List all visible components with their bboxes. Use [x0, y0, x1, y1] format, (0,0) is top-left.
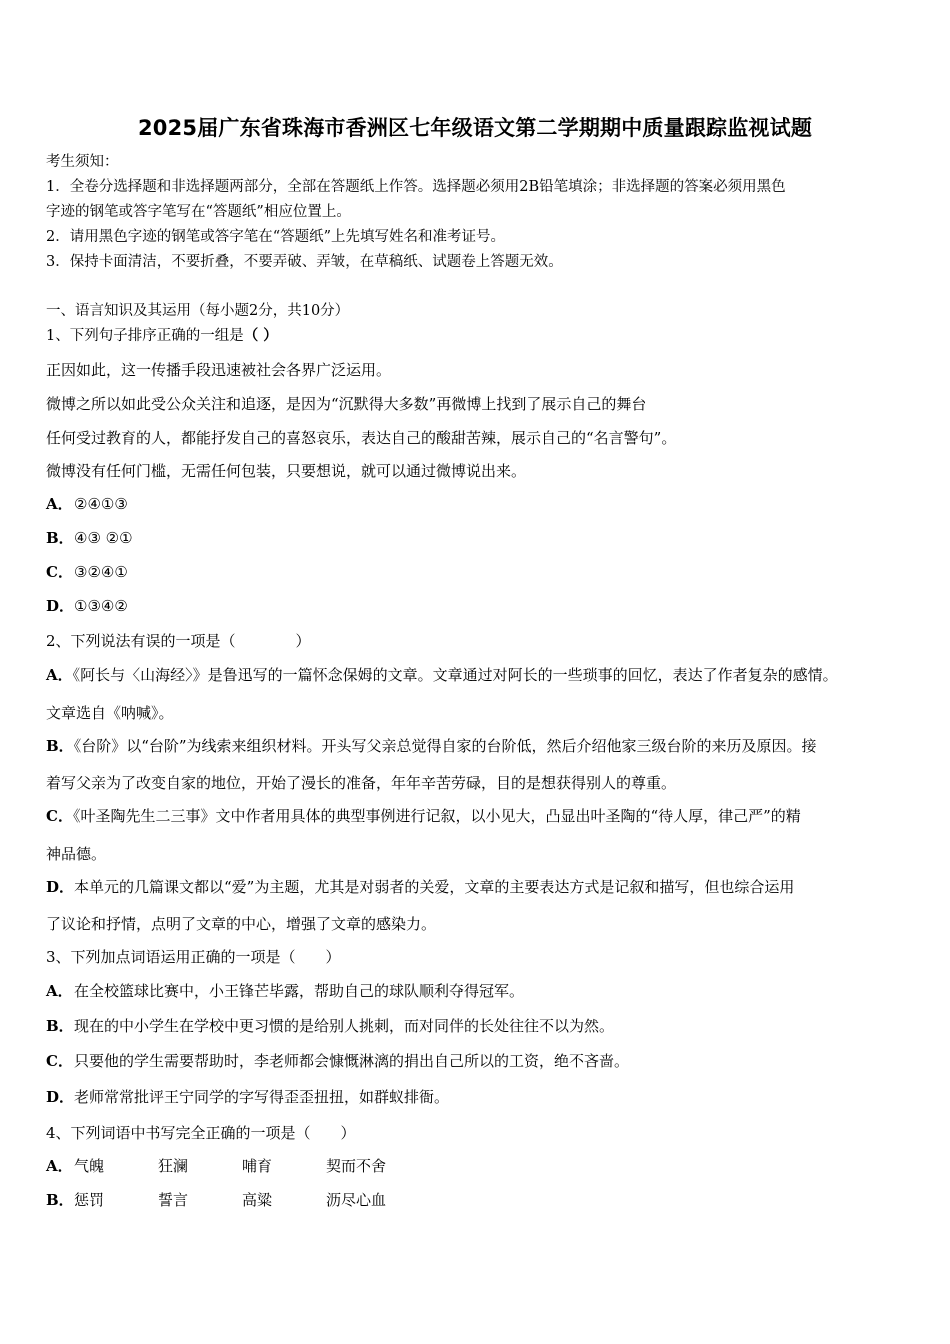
q1-sentence: 微博没有任何门槛，无需任何包装，只要想说，就可以通过微博说出来。	[46, 462, 527, 480]
option-text: 在全校篮球比赛中，小王锋芒毕露，帮助自己的球队顺利夺得冠军。	[74, 982, 525, 1000]
option-word: 气魄	[74, 1157, 105, 1175]
question-2-stem: 2、下列说法有误的一项是（ ）	[46, 632, 311, 650]
option-text: ③②④①	[74, 563, 128, 581]
option-text: 《台阶》以“台阶”为线索来组织材料。开头写父亲总觉得自家的台阶低，然后介绍他家三级台阶的来历及原因。接	[73, 737, 817, 755]
option-text: 现在的中小学生在学校中更习惯的是给别人挑刺，而对同伴的长处往往不以为然。	[74, 1017, 615, 1035]
option-text: 老师常常批评王宁同学的字写得歪歪扭扭，如群蚁排衙。	[74, 1088, 450, 1106]
option-word: 沥尽心血	[326, 1191, 387, 1209]
q1-sentence: 任何受过教育的人，都能抒发自己的喜怒哀乐，表达自己的酸甜苦辣，展示自己的“名言警句”。	[46, 429, 677, 447]
q2-option-b[interactable]	[46, 736, 817, 756]
option-text: 只要他的学生需要帮助时，李老师都会慷慨淋漓的捐出自己所以的工资，绝不吝啬。	[74, 1052, 630, 1070]
notice-heading: 考生须知：	[46, 154, 119, 170]
q2-option-d[interactable]	[46, 877, 794, 897]
q4-option-a[interactable]	[46, 1156, 386, 1176]
option-word: 高粱	[242, 1191, 273, 1209]
q3-option-d[interactable]	[46, 1087, 449, 1107]
option-label: A．	[46, 1157, 73, 1175]
option-text: ④③ ②①	[74, 529, 133, 547]
q2-option-a[interactable]	[46, 665, 838, 685]
question-1-stem	[46, 326, 278, 346]
option-word: 惩罚	[74, 1191, 105, 1209]
q3-option-a[interactable]	[46, 981, 524, 1001]
q3-option-c[interactable]	[46, 1051, 629, 1071]
option-label: C．	[46, 807, 73, 825]
option-text-continued: 神品德。	[46, 845, 107, 863]
question-stem-text: 1、下列句子排序正确的一组是	[46, 328, 244, 344]
notice-item: 字迹的钢笔或答字笔写在“答题纸”相应位置上。	[46, 204, 351, 220]
q1-sentence: 微博之所以如此受公众关注和追逐，是因为“沉默得大多数”再微博上找到了展示自己的舞台	[46, 395, 647, 413]
q1-sentence: 正因如此，这一传播手段迅速被社会各界广泛运用。	[46, 361, 392, 379]
option-text: 《阿长与〈山海经〉》是鲁迅写的一篇怀念保姆的文章。文章通过对阿长的一些琐事的回忆，表达了作者复杂的感情。	[72, 666, 838, 684]
option-text-continued: 着写父亲为了改变自家的地位，开始了漫长的准备，年年辛苦劳碌，目的是想获得别人的尊重。	[46, 774, 677, 792]
q1-option-b[interactable]	[46, 528, 133, 548]
option-label: C．	[46, 1052, 73, 1070]
option-label: B．	[46, 529, 74, 547]
q4-option-b[interactable]	[46, 1190, 386, 1210]
option-label: A．	[46, 982, 73, 1000]
option-label: D．	[46, 597, 75, 615]
option-word: 契而不舍	[326, 1157, 387, 1175]
question-3-stem: 3、下列加点词语运用正确的一项是（ ）	[46, 948, 341, 966]
option-label: D．	[46, 878, 75, 896]
option-label: B．	[46, 1191, 74, 1209]
option-label: D．	[46, 1088, 75, 1106]
notice-item: 1．全卷分选择题和非选择题两部分，全部在答题纸上作答。选择题必须用2B铅笔填涂；非选择题的答案必须用黑色	[46, 179, 786, 195]
option-word: 狂澜	[158, 1157, 189, 1175]
option-label: B．	[46, 737, 74, 755]
q1-option-d[interactable]	[46, 596, 128, 616]
option-label: A．	[46, 666, 73, 684]
page-title: 2025届广东省珠海市香洲区七年级语文第二学期期中质量跟踪监视试题	[137, 116, 813, 140]
option-text: ②④①③	[74, 495, 128, 513]
option-label: C．	[46, 563, 73, 581]
q3-option-b[interactable]	[46, 1016, 614, 1036]
option-text: 本单元的几篇课文都以“爱”为主题，尤其是对弱者的关爱，文章的主要表达方式是记叙和描写，但也综合运用	[74, 878, 795, 896]
q1-option-a[interactable]	[46, 494, 128, 514]
option-label: B．	[46, 1017, 74, 1035]
notice-item: 3．保持卡面清洁，不要折叠，不要弄破、弄皱，在草稿纸、试题卷上答题无效。	[46, 254, 563, 270]
option-text: ①③④②	[74, 597, 128, 615]
q1-option-c[interactable]	[46, 562, 128, 582]
option-text: 《叶圣陶先生二三事》文中作者用具体的典型事例进行记叙，以小见大，凸显出叶圣陶的“待人厚，律己严”的精	[72, 807, 801, 825]
option-text-continued: 了议论和抒情，点明了文章的中心，增强了文章的感染力。	[46, 915, 437, 933]
notice-item: 2．请用黑色字迹的钢笔或答字笔在“答题纸”上先填写姓名和准考证号。	[46, 229, 506, 245]
question-4-stem: 4、下列词语中书写完全正确的一项是（ ）	[46, 1124, 356, 1142]
section-heading: 一、语言知识及其运用（每小题2分，共10分）	[46, 303, 350, 319]
option-word: 哺育	[242, 1157, 273, 1175]
option-text-continued: 文章选自《呐喊》。	[46, 704, 174, 722]
option-word: 誓言	[158, 1191, 189, 1209]
option-label: A．	[46, 495, 73, 513]
q2-option-c[interactable]	[46, 806, 801, 826]
question-stem-paren: （ ）	[243, 327, 278, 344]
